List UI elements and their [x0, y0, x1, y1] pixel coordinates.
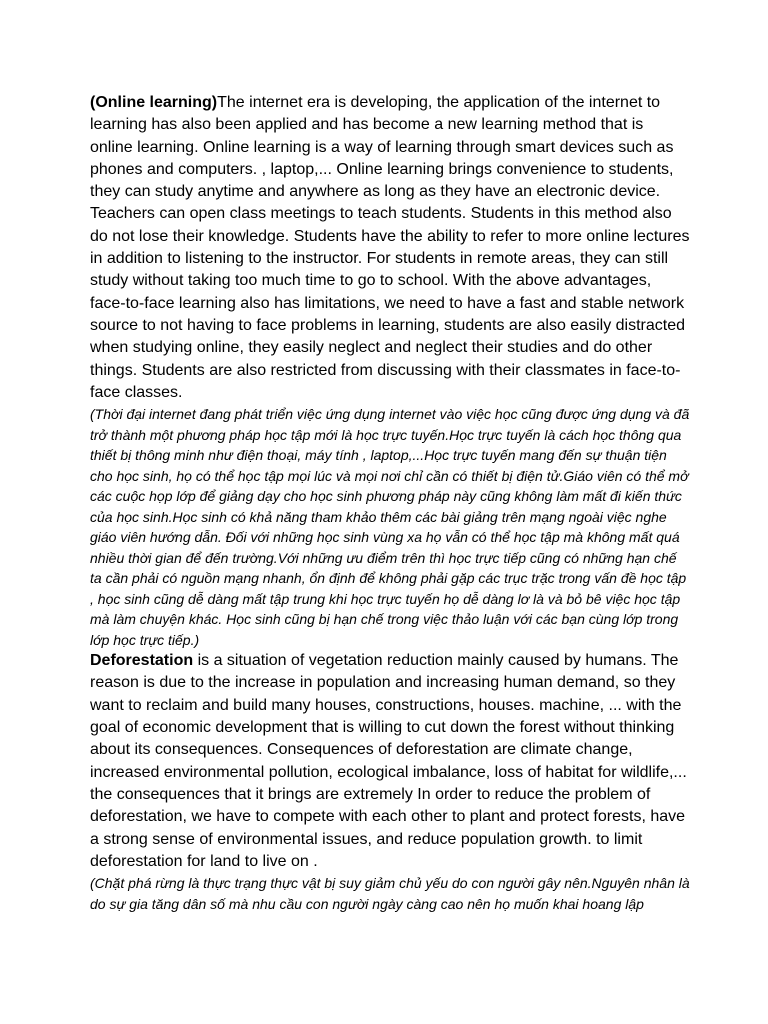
- online-learning-paragraph: [90, 92, 690, 404]
- online-learning-body: The internet era is developing, the application of the internet to learning has also been applied and has become a new learning method that is online learning. Online learning is a way of learning through smart devices such as phones and computers. , laptop,... Online learning brings convenience to students, they can study anytime and anywhere as long as they have an electronic device. Teachers can open class meetings to teach students. Students in this method also do not lose their knowledge. Students have the ability to refer to more online lectures in addition to listening to the instructor. For students in remote areas, they can still study without taking too much time to go to school. With the above advantages, face-to-face learning also has limitations, we need to have a fast and stable network source to not having to face problems in learning, students are also easily distracted when studying online, they easily neglect and neglect their studies and do other things. Students are also restricted from discussing with their classmates in face-to-face classes.: [90, 94, 690, 401]
- deforestation-paragraph: [90, 650, 690, 873]
- online-learning-heading: (Online learning): [90, 94, 218, 111]
- deforestation-heading: Deforestation: [90, 652, 194, 670]
- online-learning-translation: (Thời đại internet đang phát triển việc ứng dụng internet vào việc học cũng được ứng dụng và đã trở thành một phương pháp học tập mới là học trực tuyến.Học trực tuyến là cách học thông qua thiết bị thông minh như điện thoại, máy tính , laptop,...Học trực tuyến mang đến sự thuận tiện cho học sinh, họ có thể học tập mọi lúc và mọi nơi chỉ cần có thiết bị điện tử.Giáo viên có thể mở các cuộc họp lớp để giảng dạy cho học sinh phương pháp này cũng không làm mất đi kiến thức của học sinh.Học sinh có khả năng tham khảo thêm các bài giảng trên mạng ngoài việc nghe giáo viên hướng dẫn. Đối với những học sinh vùng xa họ vẫn có thể học tập mà không mất quá nhiều thời gian để đến trường.Với những ưu điểm trên thì học trực tiếp cũng có những hạn chế ta cần phải có nguồn mạng nhanh, ổn định để không phải gặp các trục trặc trong vấn đề học tập , học sinh cũng dễ dàng mất tập trung khi học trực tuyến họ dễ dàng lơ là và bỏ bê việc học tập mà làm chuyện khác. Học sinh cũng bị hạn chế trong việc thảo luận với các bạn cùng lớp trong lớp học trực tiếp.): [90, 406, 690, 648]
- deforestation-translation: (Chặt phá rừng là thực trạng thực vật bị suy giảm chủ yếu do con người gây nên.Nguyên nhân là do sự gia tăng dân số mà nhu cầu con người ngày càng cao nên họ muốn khai hoang lập: [90, 875, 690, 912]
- document-content: [90, 92, 690, 914]
- deforestation-body: is a situation of vegetation reduction mainly caused by humans. The reason is due to the increase in population and increasing human demand, so they want to reclaim and build many houses, constructions, houses. machine, ... with the goal of economic development that is willing to cut down the forest without thinking about its consequences. Consequences of deforestation are climate change, increased environmental pollution, ecological imbalance, loss of habitat for wildlife,... the consequences that it brings are extremely In order to reduce the problem of deforestation, we have to compete with each other to plant and protect forests, have a strong sense of environmental issues, and reduce population growth. to limit deforestation for land to live on .: [90, 652, 687, 870]
